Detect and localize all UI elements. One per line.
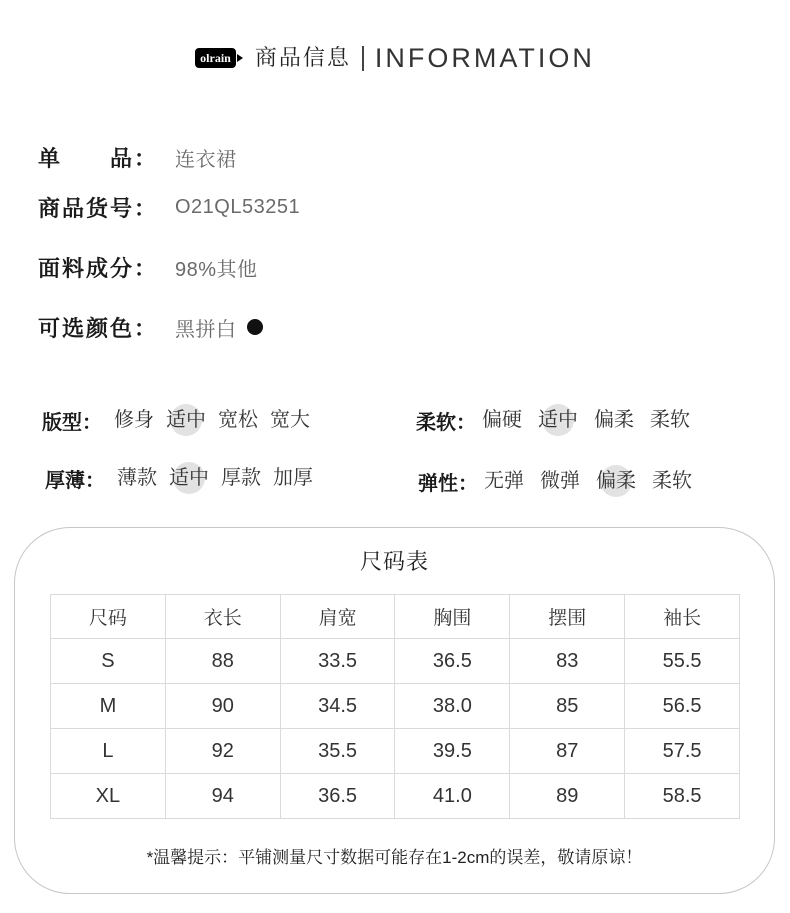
brand-logo-text: olrain bbox=[195, 48, 236, 68]
attribute-option bbox=[650, 403, 690, 437]
table-header-row bbox=[51, 595, 740, 639]
attribute-option-label: 柔软 bbox=[650, 409, 690, 431]
attribute-options bbox=[114, 403, 322, 437]
measurement-cell: 88 bbox=[165, 639, 280, 684]
title-divider bbox=[362, 46, 364, 71]
attribute-option bbox=[218, 403, 258, 437]
measurement-cell: 57.5 bbox=[625, 729, 740, 774]
measurement-cell: 41.0 bbox=[395, 774, 510, 819]
size-chart-card bbox=[14, 527, 775, 894]
measurement-cell: 38.0 bbox=[395, 684, 510, 729]
measurement-cell: 56.5 bbox=[625, 684, 740, 729]
attribute-label: 柔软： bbox=[416, 411, 476, 434]
measurement-cell: 39.5 bbox=[395, 729, 510, 774]
table-row bbox=[51, 684, 740, 729]
attribute-option-label: 适中 bbox=[166, 409, 206, 431]
attribute-option bbox=[652, 464, 692, 498]
attribute-option bbox=[540, 464, 580, 498]
column-header: 衣长 bbox=[165, 595, 280, 639]
attribute-option-label: 加厚 bbox=[273, 467, 313, 489]
measurement-cell: 34.5 bbox=[280, 684, 395, 729]
measurement-cell: 92 bbox=[165, 729, 280, 774]
info-label: 单 品： bbox=[38, 145, 159, 171]
attribute-option bbox=[117, 461, 157, 495]
attribute-label: 弹性： bbox=[418, 472, 478, 495]
attribute-option bbox=[484, 464, 524, 498]
brand-logo bbox=[195, 48, 243, 68]
measurement-cell: 35.5 bbox=[280, 729, 395, 774]
attribute-option bbox=[221, 461, 261, 495]
attribute-options bbox=[117, 461, 325, 495]
section-header bbox=[0, 44, 790, 72]
section-title-en: INFORMATION bbox=[374, 43, 595, 73]
measurement-cell: 55.5 bbox=[625, 639, 740, 684]
measurement-cell: 36.5 bbox=[395, 639, 510, 684]
attribute-elasticity bbox=[418, 464, 708, 498]
attribute-option-label: 宽松 bbox=[218, 409, 258, 431]
size-label-cell: S bbox=[51, 639, 166, 684]
attribute-option-label: 偏硬 bbox=[482, 409, 522, 431]
attribute-option-label: 厚款 bbox=[221, 467, 261, 489]
attribute-option bbox=[114, 403, 154, 437]
measurement-cell: 85 bbox=[510, 684, 625, 729]
measurement-cell: 87 bbox=[510, 729, 625, 774]
attribute-options bbox=[484, 464, 708, 498]
size-label-cell: L bbox=[51, 729, 166, 774]
size-table bbox=[50, 594, 740, 819]
info-row-color bbox=[38, 312, 263, 342]
table-row bbox=[51, 639, 740, 684]
attribute-option-label: 柔软 bbox=[652, 470, 692, 492]
attribute-fit bbox=[42, 403, 322, 437]
attribute-softness bbox=[416, 403, 706, 437]
info-label: 商品货号： bbox=[38, 195, 159, 221]
attribute-option bbox=[270, 403, 310, 437]
attribute-option bbox=[596, 464, 636, 498]
column-header: 肩宽 bbox=[280, 595, 395, 639]
attribute-option bbox=[166, 403, 206, 437]
attribute-option bbox=[482, 403, 522, 437]
info-row-sku bbox=[38, 192, 300, 222]
size-label-cell: M bbox=[51, 684, 166, 729]
attribute-option bbox=[169, 461, 209, 495]
measurement-cell: 90 bbox=[165, 684, 280, 729]
info-value: 连衣裙 bbox=[175, 148, 237, 171]
attribute-option-label: 适中 bbox=[538, 409, 578, 431]
attribute-option-label: 偏柔 bbox=[594, 409, 634, 431]
attribute-option-label: 微弹 bbox=[540, 470, 580, 492]
info-row-item bbox=[38, 142, 237, 172]
attribute-label: 版型： bbox=[42, 411, 102, 434]
table-row bbox=[51, 729, 740, 774]
measurement-cell: 58.5 bbox=[625, 774, 740, 819]
attribute-option-label: 修身 bbox=[114, 409, 154, 431]
column-header: 尺码 bbox=[51, 595, 166, 639]
attribute-option-label: 无弹 bbox=[484, 470, 524, 492]
column-header: 袖长 bbox=[625, 595, 740, 639]
measurement-cell: 83 bbox=[510, 639, 625, 684]
measurement-cell: 89 bbox=[510, 774, 625, 819]
attribute-option bbox=[273, 461, 313, 495]
table-body bbox=[51, 639, 740, 819]
attribute-option-label: 宽大 bbox=[270, 409, 310, 431]
attribute-label: 厚薄： bbox=[45, 469, 105, 492]
info-value: O21QL53251 bbox=[175, 195, 301, 218]
column-header: 摆围 bbox=[510, 595, 625, 639]
logo-arrow-icon bbox=[237, 54, 243, 62]
size-chart-title: 尺码表 bbox=[359, 549, 429, 574]
info-value: 黑拼白 bbox=[175, 318, 237, 341]
color-swatch bbox=[247, 319, 263, 335]
column-header: 胸围 bbox=[395, 595, 510, 639]
attribute-option-label: 适中 bbox=[169, 467, 209, 489]
table-row bbox=[51, 774, 740, 819]
info-label: 可选颜色： bbox=[38, 315, 159, 341]
info-label: 面料成分： bbox=[38, 255, 159, 281]
info-value: 98%其他 bbox=[175, 258, 258, 281]
attribute-option bbox=[538, 403, 578, 437]
size-label-cell: XL bbox=[51, 774, 166, 819]
measurement-cell: 36.5 bbox=[280, 774, 395, 819]
attribute-option-label: 偏柔 bbox=[596, 470, 636, 492]
info-row-fabric bbox=[38, 252, 258, 282]
attribute-option bbox=[594, 403, 634, 437]
attribute-options bbox=[482, 403, 706, 437]
measurement-cell: 33.5 bbox=[280, 639, 395, 684]
attribute-option-label: 薄款 bbox=[117, 467, 157, 489]
attribute-thickness bbox=[45, 461, 325, 495]
measurement-note: *温馨提示：平铺测量尺寸数据可能存在1-2cm的误差，敬请原谅！ bbox=[146, 848, 643, 867]
measurement-cell: 94 bbox=[165, 774, 280, 819]
section-title-cn: 商品信息 bbox=[254, 45, 351, 70]
